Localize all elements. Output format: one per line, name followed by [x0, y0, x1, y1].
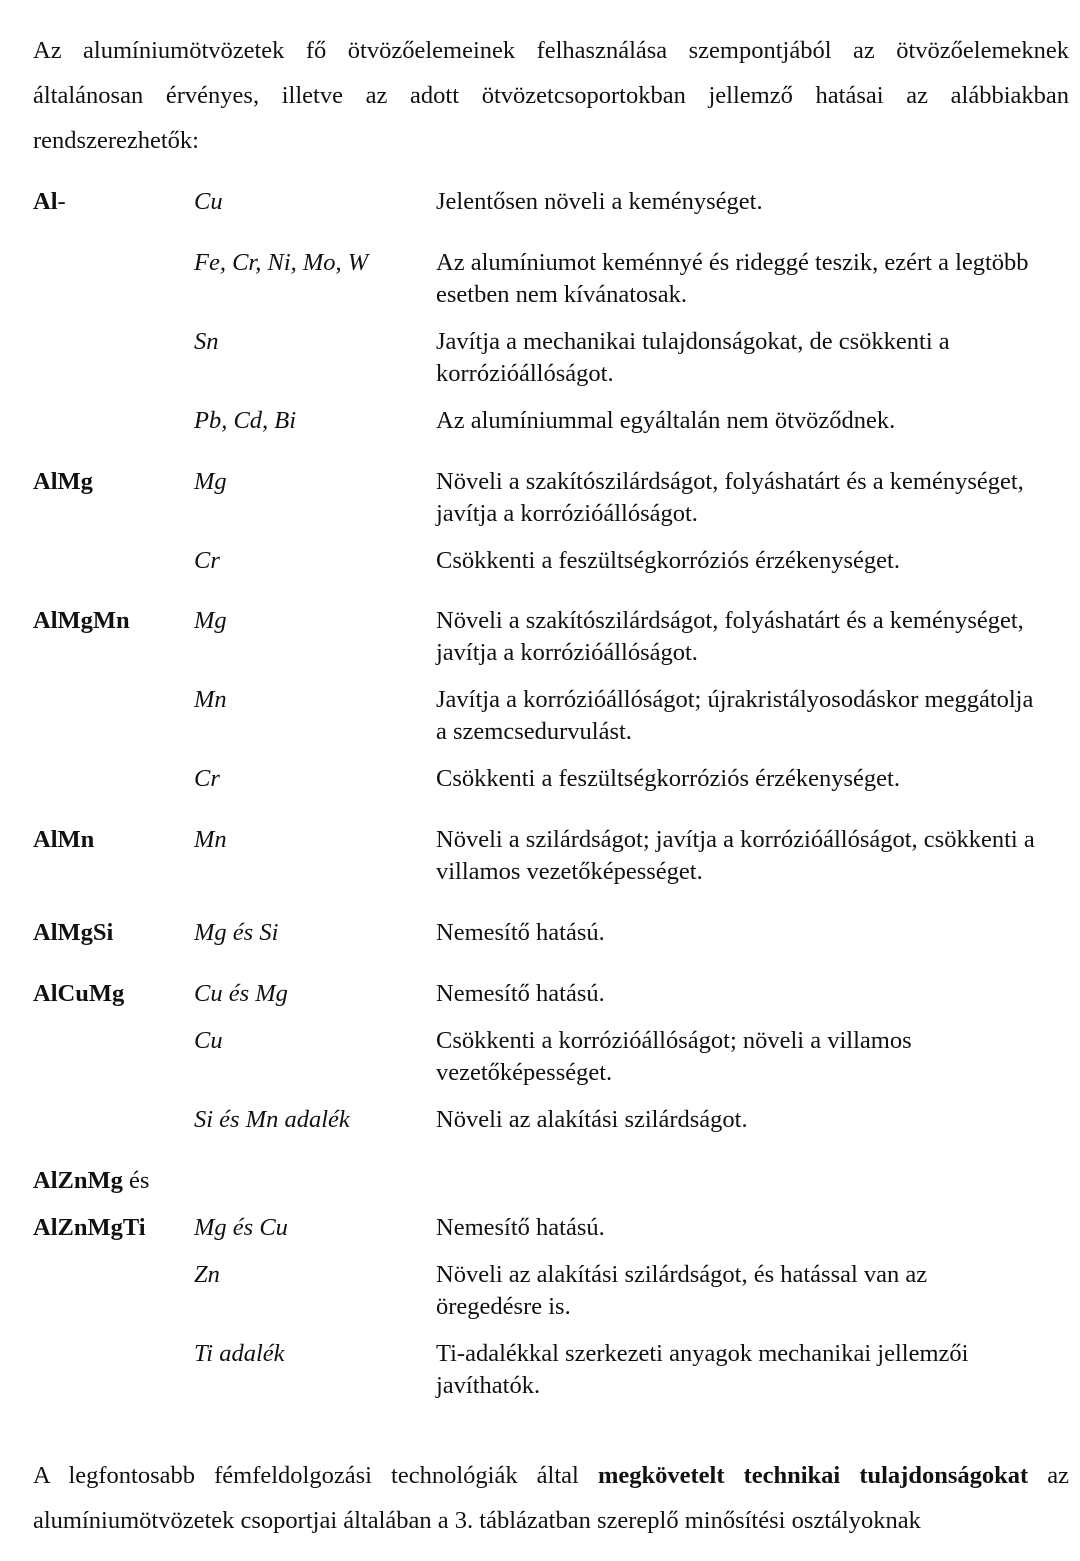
- alloying-element: Mg: [194, 468, 227, 495]
- element-effect: Növeli az alakítási szilárdságot.: [436, 1106, 748, 1133]
- alloying-element: Mg és Cu: [194, 1214, 288, 1241]
- alloying-element: Cu: [194, 1027, 223, 1054]
- outro-text-start: A legfontosabb fémfeldolgozási technológiák által: [33, 1462, 598, 1489]
- alloying-element: Sn: [194, 328, 219, 355]
- outro-text-end: az alumíniumötvözetek csoportjai általában a 3. táblázatban szereplő minősítési osztályoknak: [33, 1462, 1070, 1534]
- alloying-element: Zn: [194, 1261, 220, 1288]
- element-effect: Jelentősen növeli a keménységet.: [436, 188, 763, 215]
- element-effect: Növeli az alakítási szilárdságot, és hatással van az öregedésre is.: [436, 1261, 928, 1320]
- element-effect: Ti-adalékkal szerkezeti anyagok mechanikai jellemzői javíthatók.: [436, 1340, 969, 1399]
- intro-paragraph: Az alumíniumötvözetek fő ötvözőelemeinek felhasználása szempontjából az ötvözőelemeknek általánosan érvényes, illetve az adott ötvözetcsoportokban jellemző hatásai az alábbiakban rendszerezhetők:: [33, 37, 1069, 154]
- element-effect: Csökkenti a feszültségkorróziós érzékenységet.: [436, 765, 900, 792]
- alloy-group: AlZnMgTi: [33, 1214, 146, 1241]
- alloying-element: Pb, Cd, Bi: [194, 407, 297, 434]
- outro-bold-phrase: megkövetelt technikai tulajdonságokat: [597, 1462, 1029, 1489]
- alloy-group: AlMgMn: [33, 607, 130, 634]
- alloying-element: Mg: [194, 607, 227, 634]
- element-effect: Az alumíniummal egyáltalán nem ötvöződnek.: [436, 407, 896, 434]
- alloy-group: AlZnMg és: [33, 1167, 150, 1194]
- outro-paragraph: [33, 1453, 1069, 1543]
- alloy-group: Al-: [33, 188, 66, 215]
- alloying-element: Cr: [194, 547, 220, 574]
- element-effect: Javítja a mechanikai tulajdonságokat, de csökkenti a korrózióállóságot.: [436, 328, 950, 387]
- alloy-group: AlMn: [33, 826, 95, 853]
- alloying-element: Cr: [194, 765, 220, 792]
- alloying-element: Ti adalék: [194, 1340, 285, 1367]
- element-effect: Nemesítő hatású.: [436, 1214, 605, 1241]
- alloying-element: Mn: [194, 686, 227, 713]
- element-effect: Javítja a korrózióállóságot; újrakristályosodáskor meggátolja a szemcsedurvulást.: [436, 686, 1034, 745]
- alloying-element: Mg és Si: [194, 919, 279, 946]
- element-effect: Nemesítő hatású.: [436, 980, 605, 1007]
- alloy-group: AlCuMg: [33, 980, 125, 1007]
- element-effect: Növeli a szilárdságot; javítja a korrózióállóságot, csökkenti a villamos vezetőképességet.: [436, 826, 1035, 885]
- element-effect: Növeli a szakítószilárdságot, folyáshatárt és a keménységet, javítja a korrózióállóságot.: [436, 607, 1024, 666]
- element-effect: Nemesítő hatású.: [436, 919, 605, 946]
- element-effect: Csökkenti a feszültségkorróziós érzékenységet.: [436, 547, 900, 574]
- element-effect: Csökkenti a korrózióállóságot; növeli a villamos vezetőképességet.: [436, 1027, 912, 1086]
- element-effect: Növeli a szakítószilárdságot, folyáshatárt és a keménységet, javítja a korrózióállóságot.: [436, 468, 1024, 527]
- alloying-element: Fe, Cr, Ni, Mo, W: [194, 249, 369, 276]
- alloy-group: AlMgSi: [33, 919, 114, 946]
- alloying-element: Si és Mn adalék: [194, 1106, 350, 1133]
- alloy-group: AlMg: [33, 468, 93, 495]
- element-effect: Az alumíniumot keménnyé és rideggé teszik, ezért a legtöbb esetben nem kívánatosak.: [436, 249, 1029, 308]
- alloying-element: Cu és Mg: [194, 980, 288, 1007]
- alloying-element: Cu: [194, 188, 223, 215]
- alloying-element: Mn: [194, 826, 227, 853]
